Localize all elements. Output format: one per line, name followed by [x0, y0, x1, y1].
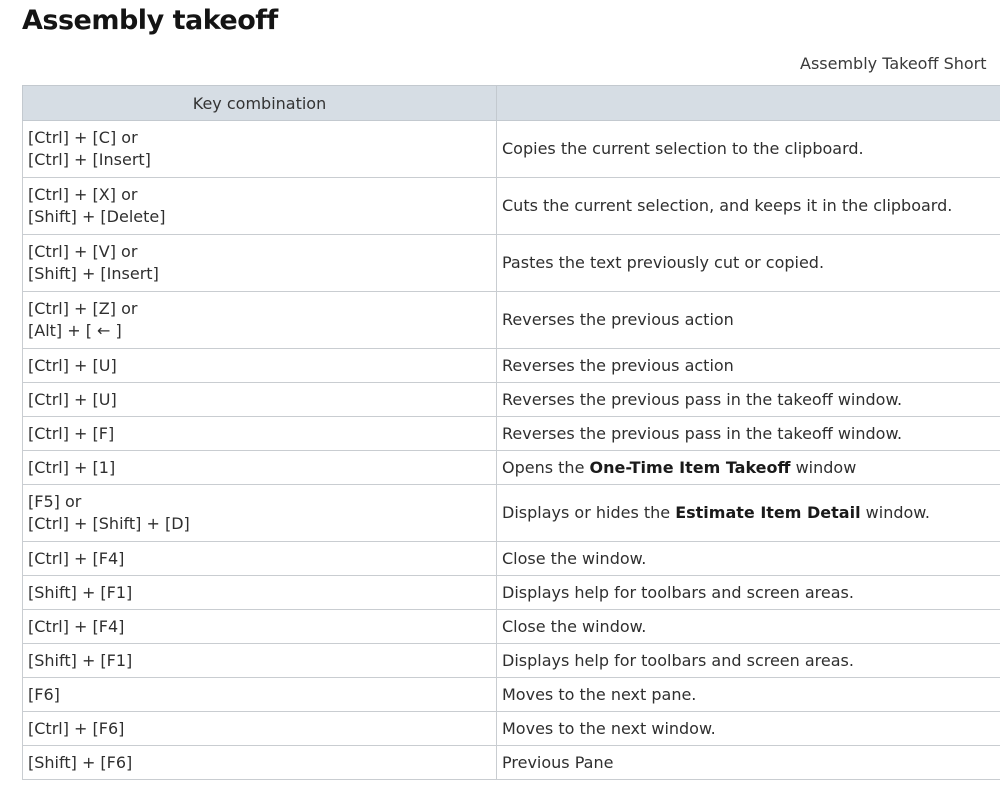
key-combination-line: [Shift] + [F6]	[28, 752, 133, 772]
description-text: Moves to the next window.	[502, 718, 716, 738]
description-text: Displays help for toolbars and screen areas.	[502, 650, 854, 670]
description-cell	[497, 235, 1000, 292]
description-text: Copies the current selection to the clipboard.	[502, 139, 864, 158]
header-description	[497, 86, 1000, 121]
table-row	[23, 235, 1000, 292]
table-row	[23, 485, 1000, 542]
key-combination-line: [F6]	[28, 684, 60, 704]
key-combination-cell	[23, 576, 497, 610]
description-text: Previous Pane	[502, 752, 614, 772]
header-key-combination: Key combination	[23, 86, 497, 121]
key-combination-line: [Shift] + [Insert]	[28, 264, 159, 283]
table-row	[23, 746, 1000, 780]
table-row	[23, 678, 1000, 712]
description-text: Displays or hides the	[502, 503, 676, 522]
shortcuts-table	[22, 85, 1000, 780]
description-cell	[497, 644, 1000, 678]
key-combination-line: [Ctrl] + [C] or	[28, 128, 138, 147]
key-combination-cell	[23, 235, 497, 292]
description-text: Reverses the previous pass in the takeoff window.	[502, 389, 903, 409]
key-combination-line: [Ctrl] + [F4]	[28, 616, 125, 636]
description-cell	[497, 383, 1000, 417]
table-row	[23, 178, 1000, 235]
description-text: window	[790, 457, 857, 477]
key-combination-line: [Ctrl] + [X] or	[28, 185, 138, 204]
key-combination-line: [Shift] + [F1]	[28, 650, 133, 670]
description-cell	[497, 349, 1000, 383]
key-combination-line: [Ctrl] + [Insert]	[28, 150, 151, 169]
key-combination-cell	[23, 292, 497, 349]
key-combination-line: [Ctrl] + [Shift] + [D]	[28, 514, 190, 533]
table-row	[23, 451, 1000, 485]
description-text: Moves to the next pane.	[502, 684, 697, 704]
table-row	[23, 644, 1000, 678]
key-combination-cell	[23, 383, 497, 417]
table-row	[23, 576, 1000, 610]
key-combination-cell	[23, 610, 497, 644]
description-cell	[497, 417, 1000, 451]
table-body	[23, 121, 1000, 780]
key-combination-cell	[23, 485, 497, 542]
description-cell	[497, 610, 1000, 644]
key-combination-line: [F5] or	[28, 492, 82, 511]
key-combination-line: [Shift] + [F1]	[28, 582, 133, 602]
description-text: Reverses the previous action	[502, 310, 734, 329]
page-title: Assembly takeoff	[22, 5, 278, 36]
key-combination-cell	[23, 746, 497, 780]
key-combination-cell	[23, 644, 497, 678]
description-cell	[497, 746, 1000, 780]
description-text: Pastes the text previously cut or copied.	[502, 253, 825, 272]
key-combination-line: [Ctrl] + [U]	[28, 389, 117, 409]
key-combination-line: [Ctrl] + [F]	[28, 423, 115, 443]
key-combination-cell	[23, 712, 497, 746]
table-row	[23, 417, 1000, 451]
key-combination-line: [Ctrl] + [U]	[28, 355, 117, 375]
table-row	[23, 383, 1000, 417]
table-row	[23, 292, 1000, 349]
key-combination-line: [Ctrl] + [1]	[28, 457, 116, 477]
description-text: Reverses the previous pass in the takeoff window.	[502, 423, 903, 443]
key-combination-line: [Alt] + [ ← ]	[28, 321, 122, 340]
description-cell	[497, 712, 1000, 746]
description-cell	[497, 121, 1000, 178]
description-cell	[497, 485, 1000, 542]
description-text: window.	[860, 503, 930, 522]
description-cell	[497, 678, 1000, 712]
table-row	[23, 712, 1000, 746]
description-text: Close the window.	[502, 548, 647, 568]
key-combination-cell	[23, 349, 497, 383]
key-combination-cell	[23, 417, 497, 451]
key-combination-cell	[23, 678, 497, 712]
key-combination-line: [Shift] + [Delete]	[28, 207, 166, 226]
description-cell	[497, 292, 1000, 349]
key-combination-cell	[23, 121, 497, 178]
description-cell	[497, 451, 1000, 485]
description-text: Displays help for toolbars and screen areas.	[502, 582, 854, 602]
table-row	[23, 121, 1000, 178]
description-text: Opens the	[502, 457, 590, 477]
key-combination-line: [Ctrl] + [V] or	[28, 242, 138, 261]
key-combination-cell	[23, 451, 497, 485]
key-combination-cell	[23, 178, 497, 235]
table-row	[23, 349, 1000, 383]
description-text: Close the window.	[502, 616, 647, 636]
description-cell	[497, 576, 1000, 610]
table-caption: Assembly Takeoff Short	[800, 54, 987, 73]
description-text: Cuts the current selection, and keeps it in the clipboard.	[502, 196, 953, 215]
key-combination-line: [Ctrl] + [Z] or	[28, 299, 138, 318]
key-combination-line: [Ctrl] + [F4]	[28, 548, 125, 568]
key-combination-line: [Ctrl] + [F6]	[28, 718, 125, 738]
table-row	[23, 610, 1000, 644]
window-name: Estimate Item Detail	[675, 503, 861, 522]
description-cell	[497, 178, 1000, 235]
description-cell	[497, 542, 1000, 576]
window-name: One-Time Item Takeoff	[589, 457, 791, 477]
description-text: Reverses the previous action	[502, 355, 734, 375]
table-row	[23, 542, 1000, 576]
key-combination-cell	[23, 542, 497, 576]
table-header-row	[23, 86, 1000, 121]
